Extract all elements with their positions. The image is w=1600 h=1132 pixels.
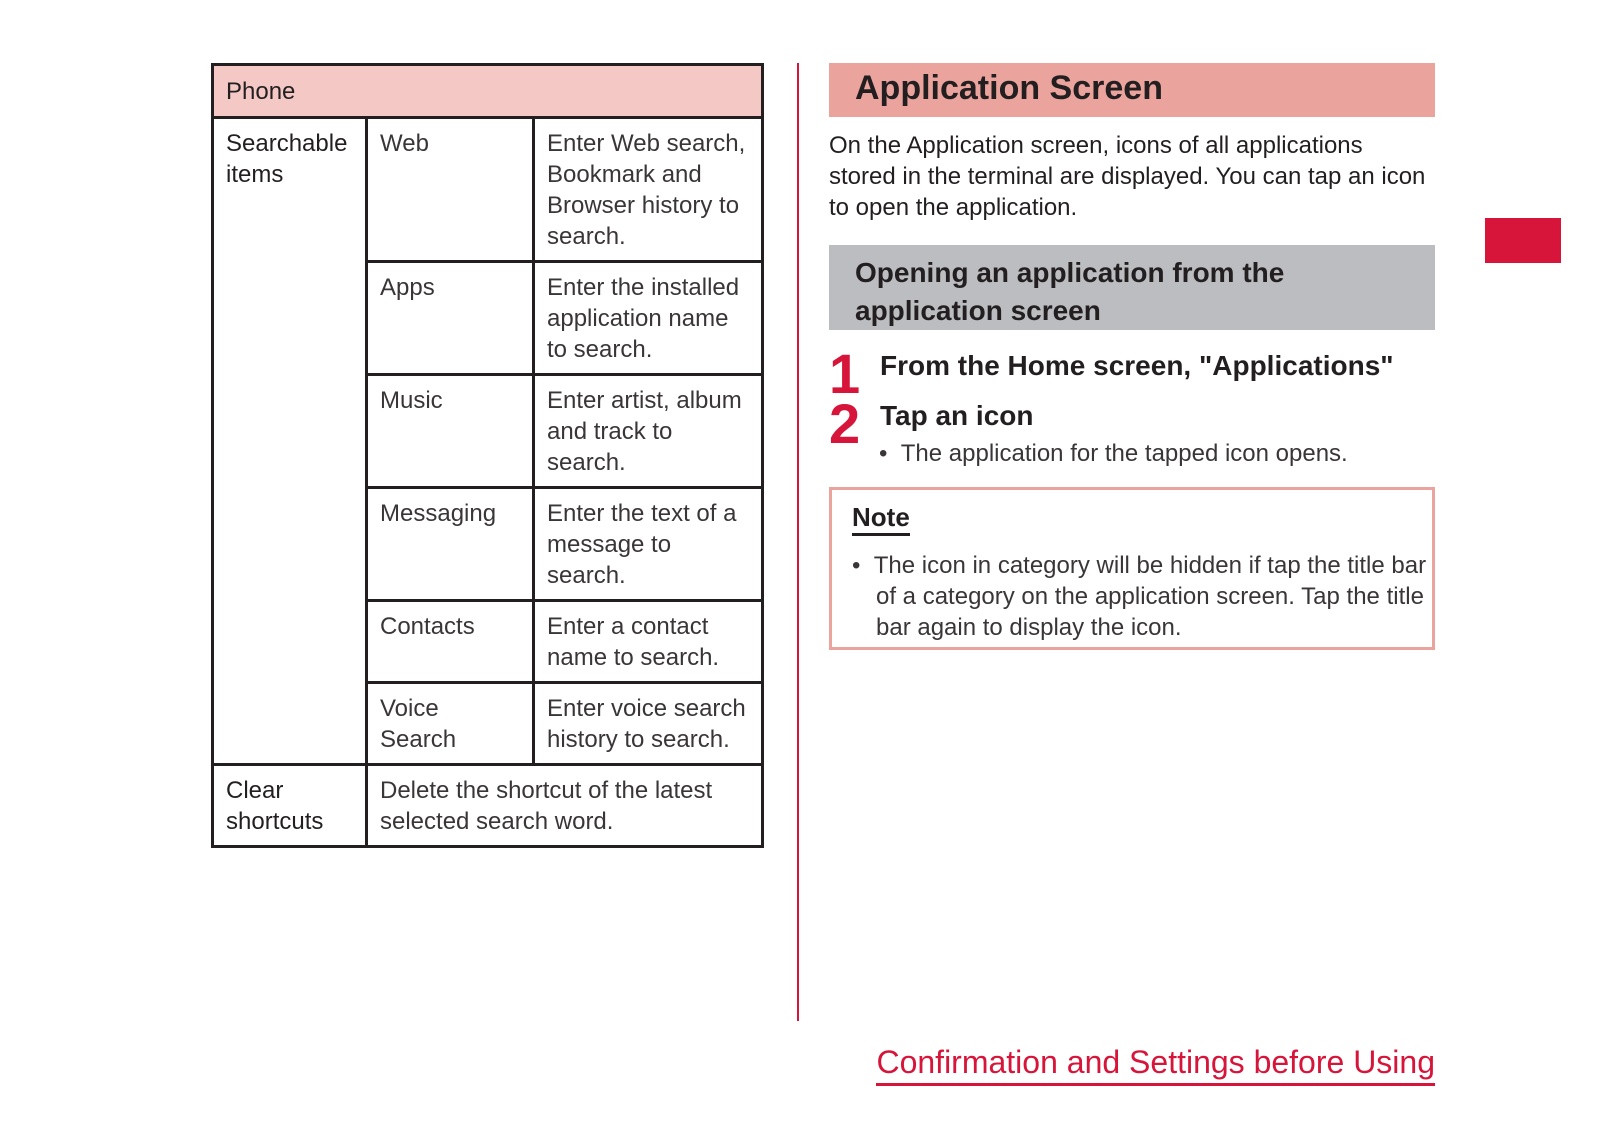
clear-shortcuts-desc: Delete the shortcut of the latest selected search word. bbox=[367, 765, 763, 847]
row-desc: Enter a contact name to search. bbox=[534, 601, 763, 683]
subsection-heading: Opening an application from the application screen bbox=[829, 245, 1435, 330]
chapter-tab-marker bbox=[1485, 218, 1561, 263]
table-row bbox=[213, 765, 763, 847]
step-bullet: • The application for the tapped icon opens. bbox=[879, 440, 1348, 467]
section-heading: Application Screen bbox=[829, 63, 1435, 117]
row-desc: Enter Web search, Bookmark and Browser history to search. bbox=[534, 118, 763, 262]
note-text: • The icon in category will be hidden if tap the title bar of a category on the application screen. Tap the title bar again to display the icon. bbox=[852, 552, 1427, 641]
row-name: Contacts bbox=[367, 601, 534, 683]
step-text: Tap an icon bbox=[880, 400, 1034, 431]
searchable-items-label: Searchable items bbox=[213, 118, 367, 765]
note-title: Note bbox=[852, 502, 910, 536]
section-intro: On the Application screen, icons of all applications stored in the terminal are displayed. You can tap an icon to open the application. bbox=[829, 132, 1426, 221]
chapter-footer-link[interactable]: Confirmation and Settings before Using bbox=[876, 1043, 1435, 1086]
row-desc: Enter the installed application name to search. bbox=[534, 262, 763, 375]
row-name: Messaging bbox=[367, 488, 534, 601]
row-desc: Enter artist, album and track to search. bbox=[534, 375, 763, 488]
row-desc: Enter voice search history to search. bbox=[534, 683, 763, 765]
table-row bbox=[213, 118, 763, 262]
row-name: Apps bbox=[367, 262, 534, 375]
row-desc: Enter the text of a message to search. bbox=[534, 488, 763, 601]
step-number: 1 bbox=[829, 342, 861, 405]
clear-shortcuts-label: Clear shortcuts bbox=[213, 765, 367, 847]
table-header: Phone bbox=[213, 65, 763, 118]
step-number: 2 bbox=[829, 392, 861, 455]
column-divider bbox=[797, 63, 799, 1021]
note-box bbox=[829, 487, 1435, 650]
search-settings-table bbox=[211, 63, 764, 848]
row-name: Voice Search bbox=[367, 683, 534, 765]
row-name: Web bbox=[367, 118, 534, 262]
step-text: From the Home screen, "Applications" bbox=[880, 350, 1394, 381]
row-name: Music bbox=[367, 375, 534, 488]
